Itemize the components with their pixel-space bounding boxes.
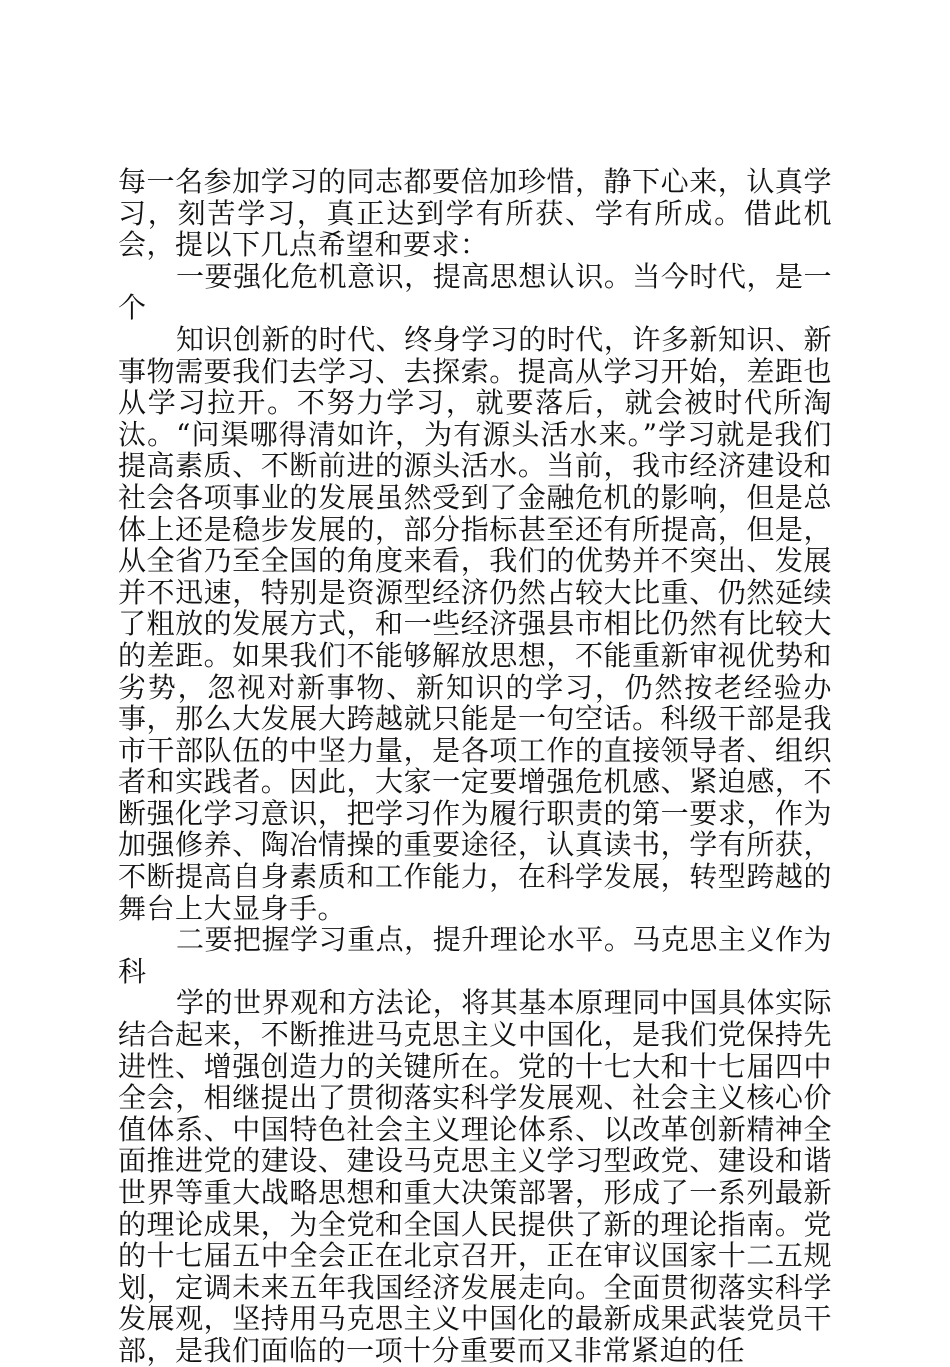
document-body (118, 166, 832, 1367)
paragraph-5: 学的世界观和方法论，将其基本原理同中国具体实际结合起来，不断推进马克思主义中国化，是我们党保持先进性、增强创造力的关键所在。党的十七大和十七届四中全会，相继提出了贯彻落实科学发展观、社会主义核心价值体系、中国特色社会主义理论体系、以改革创新精神全面推进党的建设、建设马克思主义学习型政党、建设和谐世界等重大战略思想和重大决策部署，形成了一系列最新的理论成果，为全党和全国人民提供了新的理论指南。党的十七届五中全会正在北京召开，正在审议国家十二五规划，定调未来五年我国经济发展走向。全面贯彻落实科学发展观，坚持用马克思主义中国化的最新成果武装党员干部，是我们面临的一项十分重要而又非常紧迫的任 (118, 986, 832, 1367)
paragraph-3: 知识创新的时代、终身学习的时代，许多新知识、新事物需要我们去学习、去探索。提高从学习开始，差距也从学习拉开。不努力学习，就要落后，就会被时代所淘汰。“问渠哪得清如许，为有源头活水来。”学习就是我们提高素质、不断前进的源头活水。当前，我市经济建设和社会各项事业的发展虽然受到了金融危机的影响，但是总体上还是稳步发展的，部分指标甚至还有所提高，但是，从全省乃至全国的角度来看，我们的优势并不突出、发展并不迅速，特别是资源型经济仍然占较大比重、仍然延续了粗放的发展方式，和一些经济强县市相比仍然有比较大的差距。如果我们不能够解放思想，不能重新审视优势和劣势，忽视对新事物、新知识的学习，仍然按老经验办事，那么大发展大跨越就只能是一句空话。科级干部是我市干部队伍的中坚力量，是各项工作的直接领导者、组织者和实践者。因此，大家一定要增强危机感、紧迫感，不断强化学习意识，把学习作为履行职责的第一要求，作为加强修养、陶冶情操的重要途径，认真读书，学有所获，不断提高自身素质和工作能力，在科学发展，转型跨越的舞台上大显身手。 (118, 322, 832, 925)
paragraph-2: 一要强化危机意识，提高思想认识。当今时代，是一个 (118, 259, 832, 325)
paragraph-4: 二要把握学习重点，提升理论水平。马克思主义作为科 (118, 923, 832, 988)
paragraph-1: 每一名参加学习的同志都要倍加珍惜，静下心来，认真学习，刻苦学习，真正达到学有所获、学有所成。借此机会，提以下几点希望和要求： (118, 165, 832, 262)
